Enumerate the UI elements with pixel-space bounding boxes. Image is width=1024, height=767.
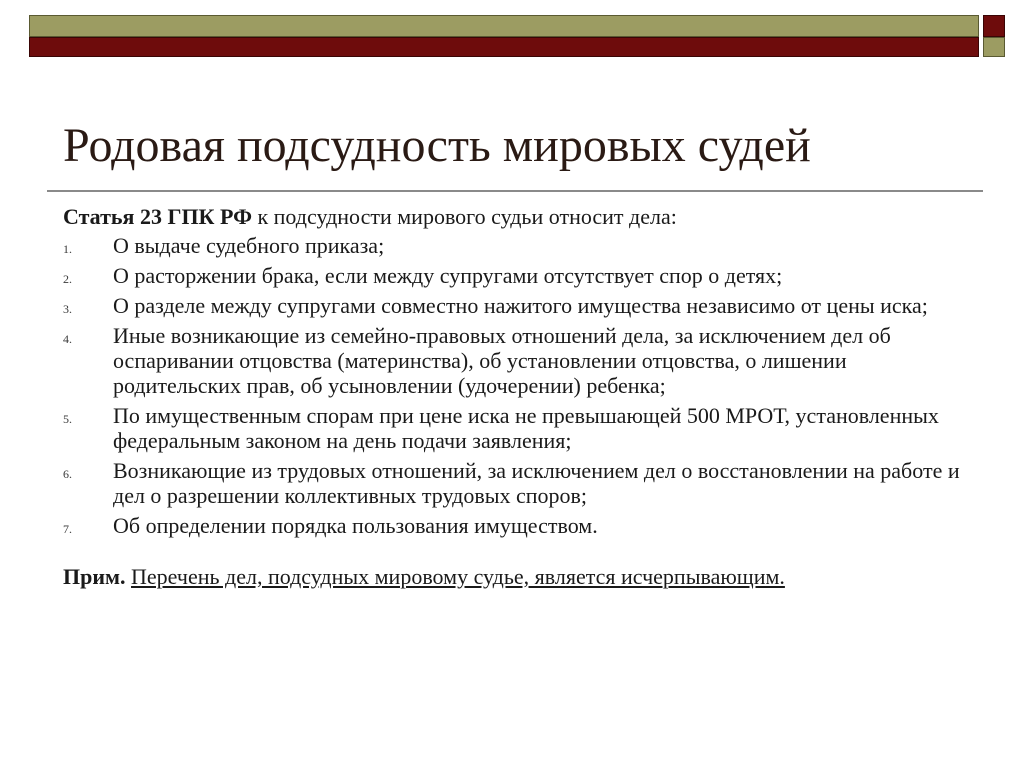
list-number: 1.: [63, 242, 72, 256]
slide-content: [63, 204, 963, 589]
header-bar-red: [29, 37, 979, 57]
list-item: [63, 293, 963, 318]
list-item-text: О расторжении брака, если между супругами отсутствует спор о детях;: [113, 263, 783, 288]
list-number: 2.: [63, 272, 72, 286]
corner-square-olive: [983, 37, 1005, 57]
list-number: 5.: [63, 412, 72, 426]
list-item: [63, 323, 963, 398]
slide-title: Родовая подсудность мировых судей: [63, 119, 811, 172]
list-number: 7.: [63, 522, 72, 536]
list-item-text: О разделе между супругами совместно нажитого имущества независимо от цены иска;: [113, 293, 928, 318]
list-item-text: Об определении порядка пользования имуществом.: [113, 513, 598, 538]
list-item: [63, 458, 963, 508]
list-item: [63, 513, 963, 538]
note-label: Прим.: [63, 564, 126, 589]
title-divider: [47, 190, 983, 192]
list-item-text: Иные возникающие из семейно-правовых отношений дела, за исключением дел об оспаривании отцовства (материнства), об установлении отцовства, о лишении родительских прав, об усыновлении (удочерении) ребенка;: [113, 323, 891, 398]
case-list: [63, 233, 963, 538]
note-text: Перечень дел, подсудных мировому судье, является исчерпывающим.: [131, 564, 785, 589]
list-item-text: По имущественным спорам при цене иска не превышающей 500 МРОТ, установленных федеральным законом на день подачи заявления;: [113, 403, 939, 453]
corner-square-red: [983, 15, 1005, 37]
list-item-text: О выдаче судебного приказа;: [113, 233, 385, 258]
list-item: [63, 403, 963, 453]
list-item: [63, 233, 963, 258]
intro-text: к подсудности мирового судьи относит дела:: [251, 204, 677, 229]
intro-line: [63, 204, 963, 229]
list-number: 6.: [63, 467, 72, 481]
list-item-text: Возникающие из трудовых отношений, за исключением дел о восстановлении на работе и дел о разрешении коллективных трудовых споров;: [113, 458, 960, 508]
article-reference: Статья 23 ГПК РФ: [63, 204, 252, 229]
list-item: [63, 263, 963, 288]
header-bar-olive: [29, 15, 979, 37]
note-line: [63, 564, 963, 589]
list-number: 4.: [63, 332, 72, 346]
list-number: 3.: [63, 302, 72, 316]
